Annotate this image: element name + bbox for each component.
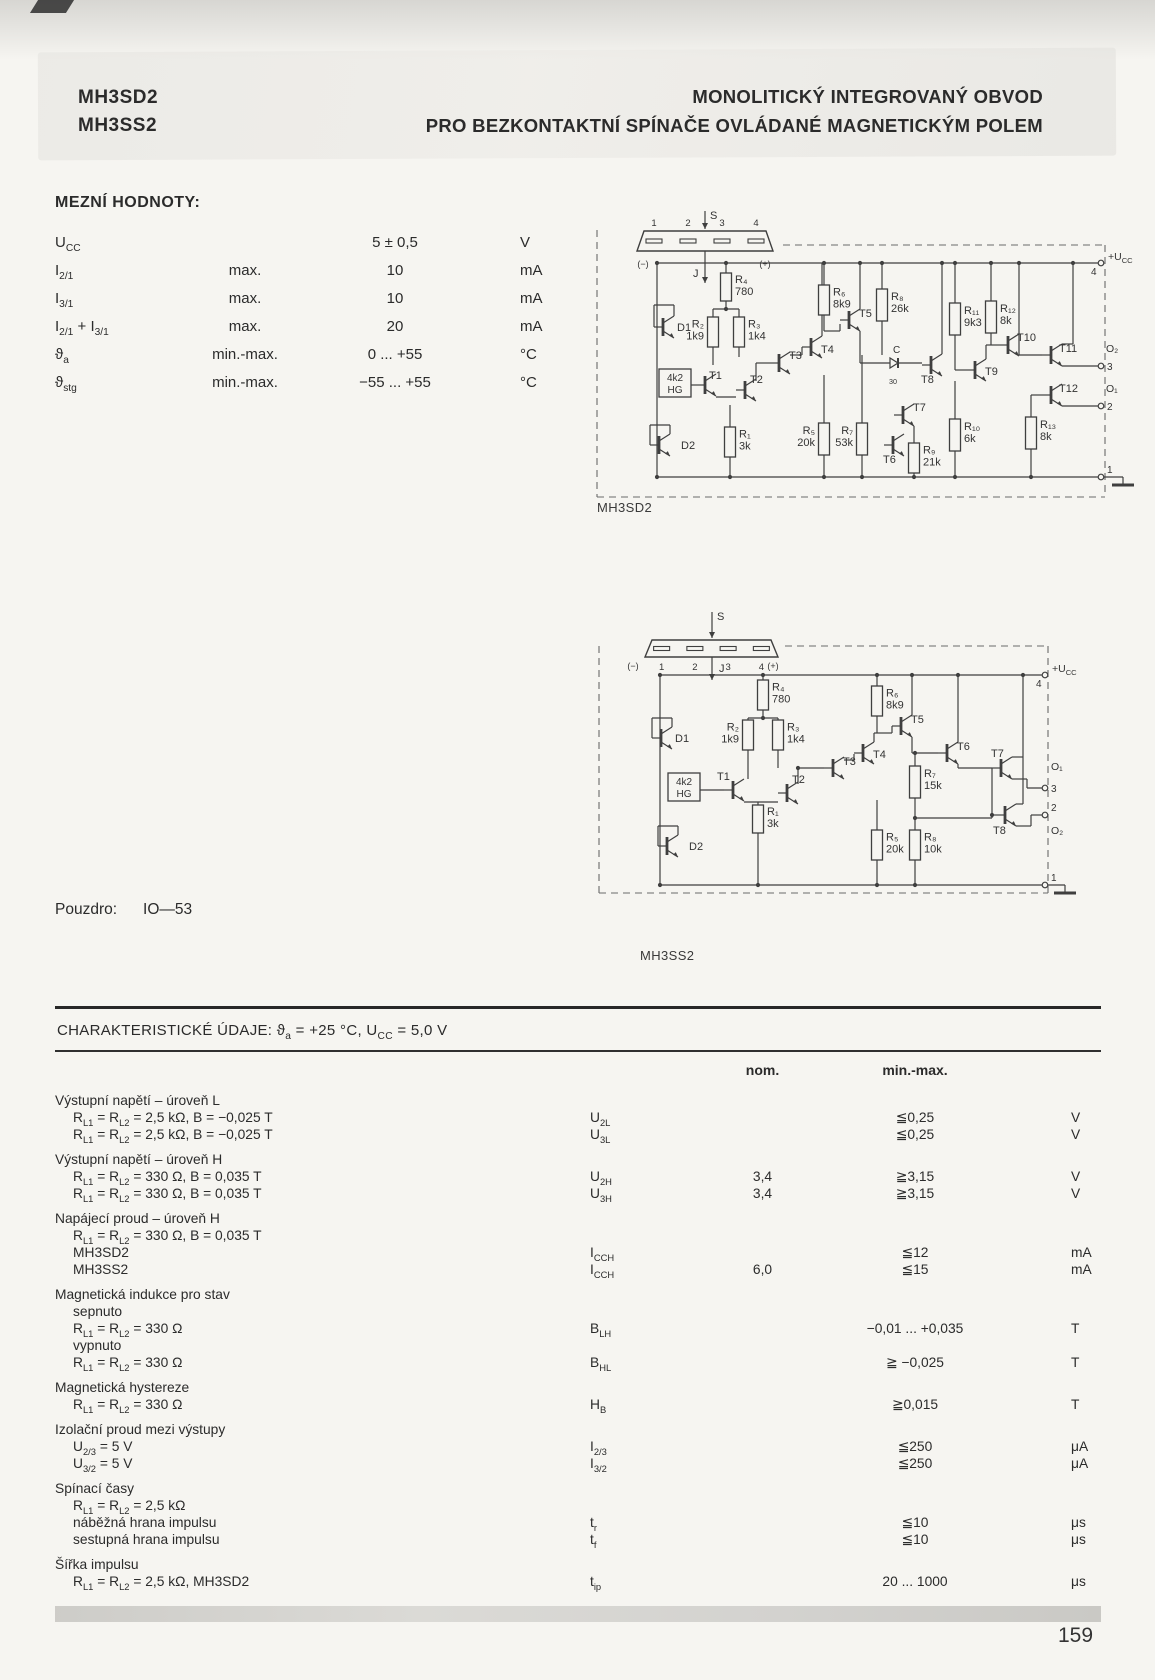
page-title xyxy=(426,82,1043,140)
char-symbol: $U_{3L}$ xyxy=(590,1127,611,1145)
char-unit: mA xyxy=(1071,1245,1092,1260)
char-unit: μs xyxy=(1071,1574,1086,1589)
schematic-mh3ss2 xyxy=(593,568,1138,913)
svg-text:T1: T1 xyxy=(709,370,722,382)
svg-text:T11: T11 xyxy=(1059,343,1078,355)
char-unit: μs xyxy=(1071,1532,1086,1547)
char-unit: μA xyxy=(1071,1439,1089,1454)
char-symbol: $t_{ip}$ xyxy=(590,1574,602,1592)
char-condition: MH3SD2 xyxy=(73,1245,129,1260)
char-row xyxy=(55,1126,1101,1143)
char-symbol: $H_B$ xyxy=(590,1397,607,1415)
svg-text:R₁: R₁ xyxy=(767,805,779,818)
char-minmax: 20 ... 1000 xyxy=(882,1574,948,1589)
svg-text:1k4: 1k4 xyxy=(787,733,805,746)
svg-text:T6: T6 xyxy=(883,454,896,466)
svg-text:S: S xyxy=(710,210,718,222)
char-group-header: Napájecí proud – úroveň H xyxy=(55,1211,220,1226)
char-nominal: 3,4 xyxy=(752,1169,773,1184)
svg-text:+UCC: $+U_{CC}$ xyxy=(1108,251,1133,265)
svg-text:3k: 3k xyxy=(767,817,779,830)
svg-text:J: J xyxy=(719,663,725,675)
svg-text:D1: D1 xyxy=(677,322,692,334)
char-group xyxy=(55,1151,1101,1202)
limit-symbol: $ϑ_{stg}$ xyxy=(55,373,77,394)
char-group xyxy=(55,1556,1101,1590)
limit-symbol: $I_{2/1} + I_{3/1}$ xyxy=(55,317,109,338)
title-line-1: MONOLITICKÝ INTEGROVANÝ OBVOD xyxy=(692,86,1043,107)
limit-value: 5 ± 0,5 xyxy=(372,233,418,251)
svg-text:2: 2 xyxy=(692,662,698,673)
char-row xyxy=(55,1573,1101,1590)
schematic-caption-mh3sd2: MH3SD2 xyxy=(597,500,653,515)
svg-text:R₉: R₉ xyxy=(923,444,936,457)
svg-text:HG: HG xyxy=(667,385,683,396)
char-condition: $R_{L1} = R_{L2} = 2,5$ kΩ, B = −0,025 T xyxy=(73,1110,273,1128)
page-number: 159 xyxy=(1058,1624,1094,1647)
limit-unit: mA xyxy=(520,317,543,335)
svg-text:S: S xyxy=(717,611,725,623)
char-condition: $U_{2/3} = 5$ V xyxy=(73,1439,133,1457)
svg-text:3: 3 xyxy=(725,662,731,673)
char-symbol: $t_f$ xyxy=(590,1532,597,1550)
svg-text:T3: T3 xyxy=(843,756,856,768)
char-minmax: ≧3,15 xyxy=(895,1169,935,1184)
char-condition: vypnuto xyxy=(73,1338,122,1353)
svg-text:10k: 10k xyxy=(924,843,942,856)
char-row xyxy=(55,1320,1101,1337)
char-condition: $R_{L1} = R_{L2} = 2,5$ kΩ xyxy=(73,1498,186,1516)
column-header-minmax: min.-max. xyxy=(882,1062,948,1078)
char-condition: náběžná hrana impulsu xyxy=(73,1515,217,1530)
svg-text:T7: T7 xyxy=(913,402,926,414)
limit-value: 0 ... +55 xyxy=(367,345,423,363)
limit-value: −55 ... +55 xyxy=(359,373,431,391)
svg-text:R₁: R₁ xyxy=(739,428,751,441)
svg-text:R₈: R₈ xyxy=(924,831,937,844)
limit-symbol: $I_{3/1}$ xyxy=(55,289,74,310)
char-condition: $R_{L1} = R_{L2} = 330$ Ω, B = 0,035 T xyxy=(73,1228,262,1246)
char-row xyxy=(55,1303,1101,1320)
char-unit: μA xyxy=(1071,1456,1089,1471)
char-symbol: $t_r$ xyxy=(590,1515,597,1533)
char-row xyxy=(55,1185,1101,1202)
char-nominal xyxy=(710,1126,815,1143)
char-minmax: ≧ −0,025 xyxy=(886,1355,944,1370)
char-row xyxy=(55,1396,1101,1413)
char-nominal xyxy=(710,1573,815,1590)
divider-rule-top xyxy=(55,1006,1101,1009)
char-condition: $R_{L1} = R_{L2} = 330$ Ω xyxy=(73,1321,183,1339)
svg-text:4: 4 xyxy=(1036,679,1042,690)
svg-text:4: 4 xyxy=(753,218,759,229)
char-symbol: $U_{2H}$ xyxy=(590,1169,612,1187)
char-symbol: $B_{HL}$ xyxy=(590,1355,612,1373)
char-minmax: −0,01 ... +0,035 xyxy=(866,1321,964,1336)
char-nominal xyxy=(710,1354,815,1371)
svg-text:O₂: O₂ xyxy=(1051,825,1064,837)
limit-condition: max. xyxy=(228,317,262,335)
char-condition: sepnuto xyxy=(73,1304,123,1319)
char-nominal xyxy=(710,1531,815,1548)
svg-text:R₅: R₅ xyxy=(886,831,899,844)
char-nominal xyxy=(710,1244,815,1261)
svg-text:(−): (−) xyxy=(627,661,639,671)
char-minmax: ≧3,15 xyxy=(895,1186,935,1201)
char-group xyxy=(55,1421,1101,1472)
char-group xyxy=(55,1092,1101,1143)
char-minmax: ≧0,015 xyxy=(891,1397,939,1412)
svg-text:D2: D2 xyxy=(689,841,704,853)
char-nominal xyxy=(710,1337,815,1354)
limit-condition: max. xyxy=(228,261,262,279)
limit-condition: max. xyxy=(228,289,262,307)
limit-value: 10 xyxy=(386,289,404,307)
svg-text:D1: D1 xyxy=(675,733,690,745)
char-symbol xyxy=(590,1303,710,1320)
svg-text:4: 4 xyxy=(758,662,765,673)
char-symbol: $I_{CCH}$ xyxy=(590,1262,615,1280)
svg-text:R₁₂: R₁₂ xyxy=(1000,303,1016,316)
char-row xyxy=(55,1337,1101,1354)
svg-text:D2: D2 xyxy=(681,440,696,452)
svg-text:J: J xyxy=(693,268,699,280)
char-unit: mA xyxy=(1071,1262,1092,1277)
svg-text:780: 780 xyxy=(735,285,754,298)
svg-text:T4: T4 xyxy=(873,749,886,761)
char-group-header: Šířka impulsu xyxy=(55,1557,139,1572)
svg-text:R₈: R₈ xyxy=(891,291,904,304)
svg-text:T2: T2 xyxy=(792,774,805,786)
svg-text:2: 2 xyxy=(1107,402,1113,413)
char-group xyxy=(55,1480,1101,1548)
svg-text:1: 1 xyxy=(651,218,657,229)
char-group xyxy=(55,1379,1101,1413)
char-nominal xyxy=(710,1514,815,1531)
char-unit xyxy=(1015,1303,1101,1320)
limit-row xyxy=(55,340,595,368)
svg-text:3: 3 xyxy=(1051,784,1057,795)
char-nominal xyxy=(710,1438,815,1455)
svg-text:O₁: O₁ xyxy=(1106,383,1118,395)
char-unit: V xyxy=(1071,1186,1081,1201)
part-number-2: MH3SS2 xyxy=(78,115,158,136)
char-minmax: ≦0,25 xyxy=(895,1110,935,1125)
char-nominal xyxy=(710,1320,815,1337)
char-minmax: ≦0,25 xyxy=(895,1127,935,1142)
char-group xyxy=(55,1210,1101,1278)
char-minmax: ≦10 xyxy=(901,1515,929,1530)
char-row xyxy=(55,1109,1101,1126)
svg-text:HG: HG xyxy=(676,789,692,800)
svg-text:T10: T10 xyxy=(1017,332,1036,344)
char-nominal xyxy=(710,1303,815,1320)
char-condition: $R_{L1} = R_{L2} = 330$ Ω xyxy=(73,1355,183,1373)
svg-text:T2: T2 xyxy=(750,374,763,386)
part-numbers xyxy=(78,84,158,140)
svg-text:T12: T12 xyxy=(1059,383,1078,395)
char-condition: MH3SS2 xyxy=(73,1262,129,1277)
svg-text:R₆: R₆ xyxy=(886,687,899,700)
svg-text:8k: 8k xyxy=(1000,315,1012,328)
limits-table xyxy=(55,228,595,396)
svg-text:R₂: R₂ xyxy=(726,721,739,734)
char-unit: V xyxy=(1071,1169,1081,1184)
svg-text:T5: T5 xyxy=(911,714,924,726)
char-unit: V xyxy=(1071,1127,1081,1142)
schematic-caption-mh3ss2: MH3SS2 xyxy=(640,948,695,963)
svg-text:8k9: 8k9 xyxy=(833,298,851,311)
svg-text:R₃: R₃ xyxy=(787,721,800,734)
limit-unit: mA xyxy=(520,261,543,279)
char-minmax: ≦15 xyxy=(901,1262,929,1277)
char-condition: $R_{L1} = R_{L2} = 330$ Ω xyxy=(73,1397,183,1415)
svg-text:R₄: R₄ xyxy=(772,681,785,694)
svg-text:R₇: R₇ xyxy=(841,425,853,438)
char-row xyxy=(55,1227,1101,1244)
svg-text:R₁₃: R₁₃ xyxy=(1040,419,1057,432)
divider-rule-bottom xyxy=(55,1050,1101,1052)
char-row xyxy=(55,1354,1101,1371)
char-nominal xyxy=(710,1396,815,1413)
char-minmax xyxy=(815,1337,1015,1354)
limit-unit: mA xyxy=(520,289,543,307)
char-row xyxy=(55,1261,1101,1278)
char-minmax: ≦10 xyxy=(901,1532,929,1547)
svg-text:R₃: R₃ xyxy=(748,318,761,331)
svg-text:3: 3 xyxy=(719,218,725,229)
char-unit: T xyxy=(1071,1397,1080,1412)
char-condition: sestupná hrana impulsu xyxy=(73,1532,220,1547)
char-group-header: Výstupní napětí – úroveň H xyxy=(55,1152,223,1167)
package-value: IO—53 xyxy=(143,901,193,918)
svg-text:26k: 26k xyxy=(891,303,909,316)
svg-text:4k2: 4k2 xyxy=(675,777,693,788)
svg-text:(+): (+) xyxy=(767,661,779,671)
char-minmax xyxy=(815,1227,1015,1244)
char-group-header: Magnetická hystereze xyxy=(55,1380,190,1395)
char-group-header: Izolační proud mezi výstupy xyxy=(55,1422,226,1437)
svg-text:53k: 53k xyxy=(835,437,853,450)
svg-text:C: C xyxy=(893,345,901,356)
char-row xyxy=(55,1514,1101,1531)
limit-unit: V xyxy=(520,233,531,251)
svg-text:T1: T1 xyxy=(717,771,730,783)
limit-row xyxy=(55,284,595,312)
char-nominal xyxy=(710,1109,815,1126)
char-group-header: Výstupní napětí – úroveň L xyxy=(55,1093,220,1108)
svg-text:1: 1 xyxy=(1051,873,1057,884)
svg-text:R₆: R₆ xyxy=(833,286,846,299)
limit-unit: °C xyxy=(520,345,537,363)
char-condition: $U_{3/2} = 5$ V xyxy=(73,1456,133,1474)
char-minmax xyxy=(815,1497,1015,1514)
svg-text:(−): (−) xyxy=(637,259,649,269)
char-nominal: 6,0 xyxy=(752,1262,773,1277)
characteristics-table xyxy=(55,1092,1101,1598)
limit-condition: min.-max. xyxy=(212,373,278,391)
svg-text:1k4: 1k4 xyxy=(748,330,766,343)
scan-artifact-bottom xyxy=(55,1606,1101,1622)
char-group-header: Spínací časy xyxy=(55,1481,134,1496)
svg-text:20k: 20k xyxy=(797,437,815,450)
svg-text:2: 2 xyxy=(1051,803,1057,814)
char-unit: μs xyxy=(1071,1515,1086,1530)
column-header-nom: nom. xyxy=(745,1062,780,1078)
char-row xyxy=(55,1497,1101,1514)
char-nominal: 3,4 xyxy=(752,1186,773,1201)
svg-text:780: 780 xyxy=(772,693,791,706)
limit-symbol: $U_{CC}$ xyxy=(55,233,81,254)
char-symbol: $I_{CCH}$ xyxy=(590,1245,615,1263)
svg-text:8k9: 8k9 xyxy=(886,699,904,712)
char-condition: $R_{L1} = R_{L2} = 330$ Ω, B = 0,035 T xyxy=(73,1186,262,1204)
svg-text:3: 3 xyxy=(1107,362,1113,373)
svg-text:+UCC: $+U_{CC}$ xyxy=(1052,663,1077,677)
char-unit xyxy=(1015,1337,1101,1354)
circuit-svg xyxy=(593,205,1138,515)
svg-text:1: 1 xyxy=(1107,465,1113,476)
svg-text:1k9: 1k9 xyxy=(686,330,704,343)
svg-text:R₄: R₄ xyxy=(735,273,748,286)
char-symbol: $I_{3/2}$ xyxy=(590,1456,607,1474)
svg-text:O₁: O₁ xyxy=(1051,761,1063,773)
char-nominal xyxy=(710,1455,815,1472)
char-symbol: $I_{2/3}$ xyxy=(590,1439,607,1457)
svg-text:21k: 21k xyxy=(923,456,941,469)
char-condition: $R_{L1} = R_{L2} = 2,5$ kΩ, MH3SD2 xyxy=(73,1574,250,1592)
char-unit xyxy=(1015,1497,1101,1514)
char-minmax: ≦250 xyxy=(897,1456,933,1471)
svg-text:9k3: 9k3 xyxy=(964,317,982,330)
char-unit xyxy=(1015,1227,1101,1244)
svg-text:30: 30 xyxy=(889,377,897,386)
char-nominal xyxy=(710,1497,815,1514)
char-minmax xyxy=(815,1303,1015,1320)
char-minmax: ≦250 xyxy=(897,1439,933,1454)
svg-text:R₇: R₇ xyxy=(924,768,936,781)
part-number-1: MH3SD2 xyxy=(78,87,159,108)
char-minmax: ≦12 xyxy=(901,1245,929,1260)
limit-row xyxy=(55,312,595,340)
limit-row xyxy=(55,368,595,396)
char-nominal xyxy=(710,1227,815,1244)
limit-row xyxy=(55,228,595,256)
limit-unit: °C xyxy=(520,373,537,391)
char-symbol: $U_{2L}$ xyxy=(590,1110,611,1128)
characteristics-title: CHARAKTERISTICKÉ ÚDAJE: $ϑ_a = +25$ °C, $U_{CC} = 5,0$ V xyxy=(57,1022,448,1042)
svg-text:4: 4 xyxy=(1091,267,1097,278)
svg-text:20k: 20k xyxy=(886,843,904,856)
svg-text:T6: T6 xyxy=(957,741,970,753)
char-row xyxy=(55,1438,1101,1455)
limit-value: 10 xyxy=(386,261,404,279)
char-row xyxy=(55,1244,1101,1261)
char-row xyxy=(55,1455,1101,1472)
svg-text:2: 2 xyxy=(685,218,691,229)
char-row xyxy=(55,1531,1101,1548)
svg-text:4k2: 4k2 xyxy=(666,373,684,384)
svg-text:O₂: O₂ xyxy=(1106,343,1119,355)
char-symbol xyxy=(590,1497,710,1514)
limit-symbol: $ϑ_a$ xyxy=(55,345,69,366)
svg-text:T4: T4 xyxy=(821,344,834,356)
svg-text:R₁₀: R₁₀ xyxy=(964,421,981,434)
svg-text:T8: T8 xyxy=(921,374,934,386)
svg-text:(+): (+) xyxy=(759,259,771,269)
svg-text:T7: T7 xyxy=(991,748,1004,760)
svg-text:R₅: R₅ xyxy=(802,425,815,438)
char-group xyxy=(55,1286,1101,1371)
char-group-header: Magnetická indukce pro stav xyxy=(55,1287,230,1302)
svg-text:T5: T5 xyxy=(859,308,872,320)
char-condition: $R_{L1} = R_{L2} = 330$ Ω, B = 0,035 T xyxy=(73,1169,262,1187)
limits-section-title: MEZNÍ HODNOTY: xyxy=(55,194,201,211)
limit-symbol: $I_{2/1}$ xyxy=(55,261,74,282)
char-symbol: $U_{3H}$ xyxy=(590,1186,612,1204)
char-symbol xyxy=(590,1337,710,1354)
char-unit: V xyxy=(1071,1110,1081,1125)
svg-text:R₂: R₂ xyxy=(691,318,704,331)
char-unit: T xyxy=(1071,1321,1080,1336)
svg-text:R₁₁: R₁₁ xyxy=(964,305,980,318)
svg-text:T3: T3 xyxy=(789,350,802,362)
limit-row xyxy=(55,256,595,284)
limit-condition: min.-max. xyxy=(212,345,278,363)
svg-text:8k: 8k xyxy=(1040,431,1052,444)
svg-text:3k: 3k xyxy=(739,440,751,453)
circuit-svg xyxy=(593,568,1138,908)
svg-text:1k9: 1k9 xyxy=(721,733,739,746)
svg-text:T9: T9 xyxy=(985,366,998,378)
title-line-2: PRO BEZKONTAKTNÍ SPÍNAČE OVLÁDANÉ MAGNETICKÝM POLEM xyxy=(425,115,1043,136)
svg-text:1: 1 xyxy=(658,662,665,673)
char-unit: T xyxy=(1071,1355,1080,1370)
char-symbol: $B_{LH}$ xyxy=(590,1321,612,1339)
limit-value: 20 xyxy=(386,317,404,335)
schematic-mh3sd2 xyxy=(593,205,1138,520)
package-line xyxy=(55,901,218,919)
svg-text:6k: 6k xyxy=(964,433,976,446)
char-symbol xyxy=(590,1227,710,1244)
char-condition: $R_{L1} = R_{L2} = 2,5$ kΩ, B = −0,025 T xyxy=(73,1127,273,1145)
char-row xyxy=(55,1168,1101,1185)
svg-text:T8: T8 xyxy=(993,825,1006,837)
package-label: Pouzdro: xyxy=(55,901,118,918)
svg-text:15k: 15k xyxy=(924,780,942,793)
